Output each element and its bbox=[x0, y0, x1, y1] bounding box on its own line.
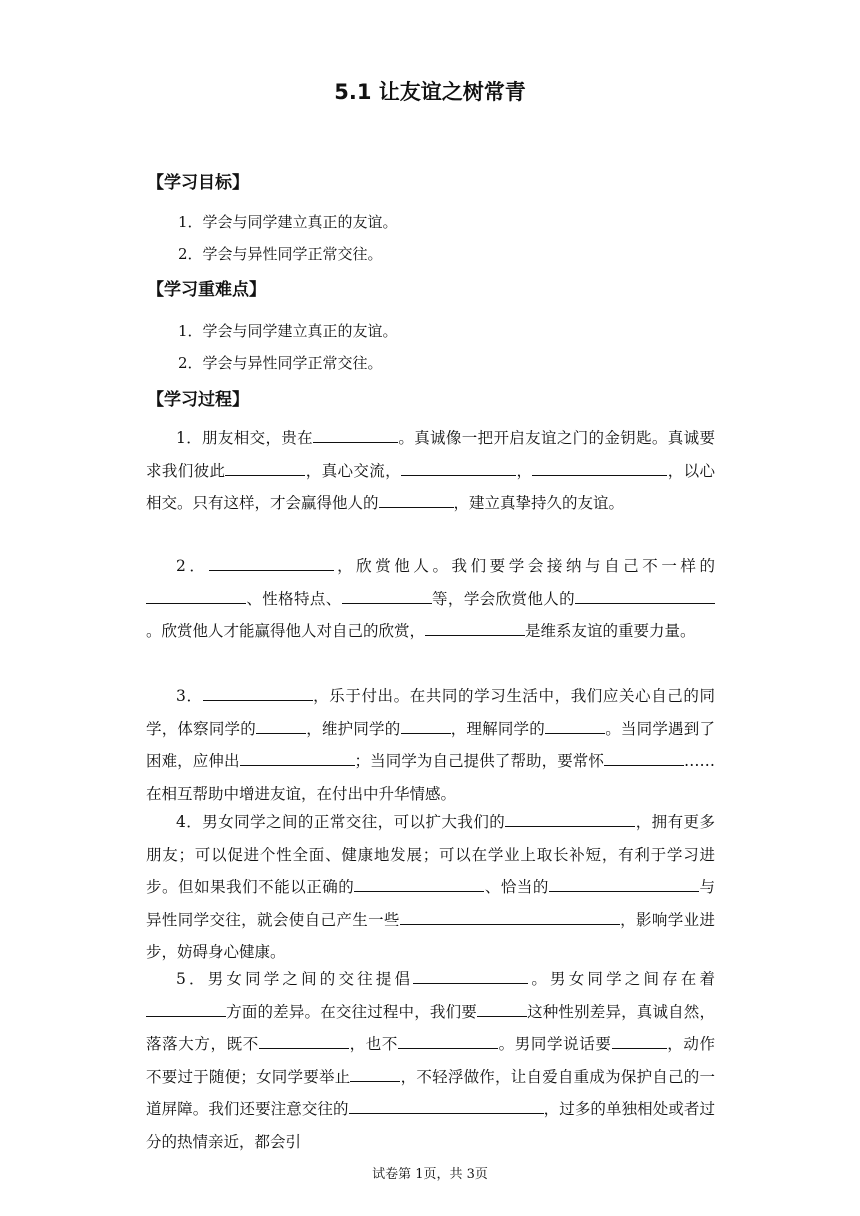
key-point-item: 2．学会与异性同学正常交往。 bbox=[178, 354, 383, 372]
answer-blank[interactable] bbox=[477, 997, 527, 1017]
answer-blank[interactable] bbox=[146, 584, 246, 604]
answer-blank[interactable] bbox=[225, 456, 305, 476]
answer-blank[interactable] bbox=[413, 964, 528, 984]
answer-blank[interactable] bbox=[401, 456, 516, 476]
answer-blank[interactable] bbox=[349, 1094, 544, 1114]
goals-heading: 【学习目标】 bbox=[147, 173, 249, 193]
process-paragraph-2: 2． ，欣赏他人。我们要学会接纳与自己不一样的、性格特点、 等，学会欣赏他人的。欣赏他人才能赢得他人对自己的欣赏， 是维系友谊的重要力量。 bbox=[146, 550, 715, 648]
process-paragraph-5: 5．男女同学之间的交往提倡 。男女同学之间存在着方面的差异。在交往过程中，我们要 这种性别差异，真诚自然，落落大方，既不 ，也不 。男同学说话要 ，动作不要过于随便；女同学要举止 ，不轻浮做作，让自爱自重成为保护自己的一道屏障。我们还要注意交往的 ，过多的单独相处或者过分的热情亲近，都会引 bbox=[146, 963, 715, 1158]
process-heading: 【学习过程】 bbox=[147, 390, 249, 410]
answer-blank[interactable] bbox=[342, 584, 432, 604]
answer-blank[interactable] bbox=[604, 746, 684, 766]
page-title: 5.1 让友谊之树常青 bbox=[334, 80, 526, 104]
goal-item: 1．学会与同学建立真正的友谊。 bbox=[178, 213, 398, 231]
answer-blank[interactable] bbox=[612, 1029, 667, 1049]
page-footer: 试卷第 1页，共 3页 bbox=[372, 1167, 488, 1182]
process-paragraph-4: 4．男女同学之间的正常交往，可以扩大我们的 ，拥有更多朋友；可以促进个性全面、健康地发展；可以在学业上取长补短，有利于学习进步。但如果我们不能以正确的 、恰当的 与异性同学交往，就会使自己产生一些 ，影响学业进步，妨碍身心健康。 bbox=[146, 806, 715, 969]
answer-blank[interactable] bbox=[240, 746, 355, 766]
answer-blank[interactable] bbox=[505, 807, 635, 827]
answer-blank[interactable] bbox=[259, 1029, 349, 1049]
answer-blank[interactable] bbox=[545, 714, 605, 734]
answer-blank[interactable] bbox=[425, 616, 525, 636]
answer-blank[interactable] bbox=[398, 1029, 498, 1049]
process-paragraph-1: 1．朋友相交，贵在 。真诚像一把开启友谊之门的金钥匙。真诚要求我们彼此 ，真心交流， ， ，以心相交。只有这样，才会赢得他人的 ，建立真挚持久的友谊。 bbox=[146, 422, 715, 520]
answer-blank[interactable] bbox=[209, 551, 334, 571]
answer-blank[interactable] bbox=[313, 423, 398, 443]
answer-blank[interactable] bbox=[401, 714, 451, 734]
answer-blank[interactable] bbox=[256, 714, 306, 734]
answer-blank[interactable] bbox=[549, 872, 699, 892]
answer-blank[interactable] bbox=[203, 681, 313, 701]
key-points-heading: 【学习重难点】 bbox=[147, 280, 266, 300]
answer-blank[interactable] bbox=[575, 584, 715, 604]
answer-blank[interactable] bbox=[146, 997, 226, 1017]
answer-blank[interactable] bbox=[379, 488, 454, 508]
goal-item: 2．学会与异性同学正常交往。 bbox=[178, 245, 383, 263]
process-paragraph-3: 3． ，乐于付出。在共同的学习生活中，我们应关心自己的同学，体察同学的 ，维护同学的 ，理解同学的 。当同学遇到了困难，应伸出 ；当同学为自己提供了帮助，要常怀 ……在相互帮助中增进友谊，在付出中升华情感。 bbox=[146, 680, 715, 810]
answer-blank[interactable] bbox=[354, 872, 484, 892]
answer-blank[interactable] bbox=[350, 1062, 400, 1082]
key-point-item: 1．学会与同学建立真正的友谊。 bbox=[178, 322, 398, 340]
answer-blank[interactable] bbox=[400, 905, 620, 925]
answer-blank[interactable] bbox=[532, 456, 667, 476]
